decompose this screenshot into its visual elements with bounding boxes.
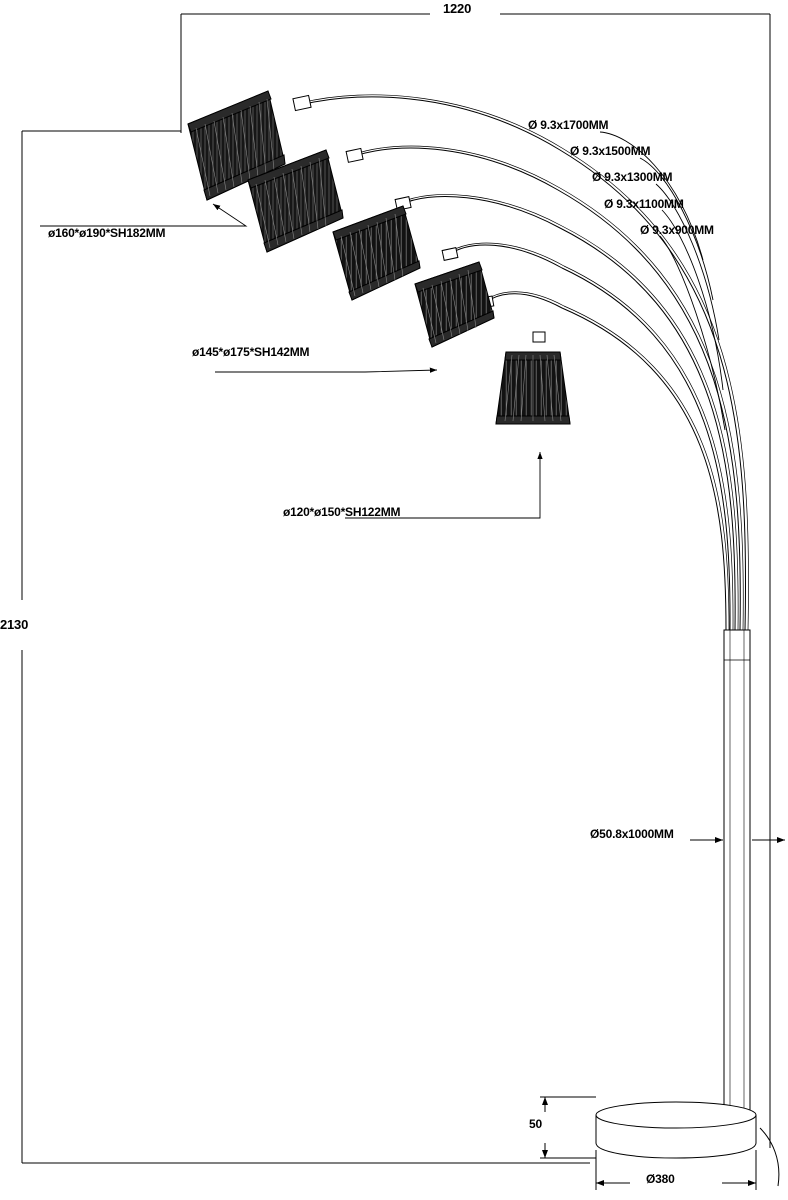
lamp-shade-3 xyxy=(333,206,420,300)
dimension-base-height xyxy=(540,1097,596,1158)
arm-spec-label-2: Ø 9.3x1500MM xyxy=(570,144,651,158)
lamp-shade-4 xyxy=(415,262,494,347)
base-diameter-label: Ø380 xyxy=(646,1172,675,1186)
dimension-label-height: 2130 xyxy=(0,617,29,632)
lamp-shade-5 xyxy=(496,352,570,424)
leaders-shade-specs xyxy=(40,204,540,518)
shade-spec-label-2: ø145*ø175*SH142MM xyxy=(192,345,310,359)
base-height-label: 50 xyxy=(529,1117,542,1131)
dimension-label-width: 1220 xyxy=(443,1,472,16)
shade-spec-label-1: ø160*ø190*SH182MM xyxy=(48,226,166,240)
lamp-pole xyxy=(724,630,750,1110)
arm-spec-label-1: Ø 9.3x1700MM xyxy=(528,118,609,132)
arm-spec-label-4: Ø 9.3x1100MM xyxy=(604,197,684,211)
arm-spec-label-5: Ø 9.3x900MM xyxy=(640,223,714,237)
shade-spec-label-3: ø120*ø150*SH122MM xyxy=(283,505,401,519)
pole-spec-label: Ø50.8x1000MM xyxy=(590,827,674,841)
lamp-base xyxy=(596,1102,779,1186)
dimension-frame-height xyxy=(22,131,590,1163)
arm-spec-label-3: Ø 9.3x1300MM xyxy=(592,170,673,184)
